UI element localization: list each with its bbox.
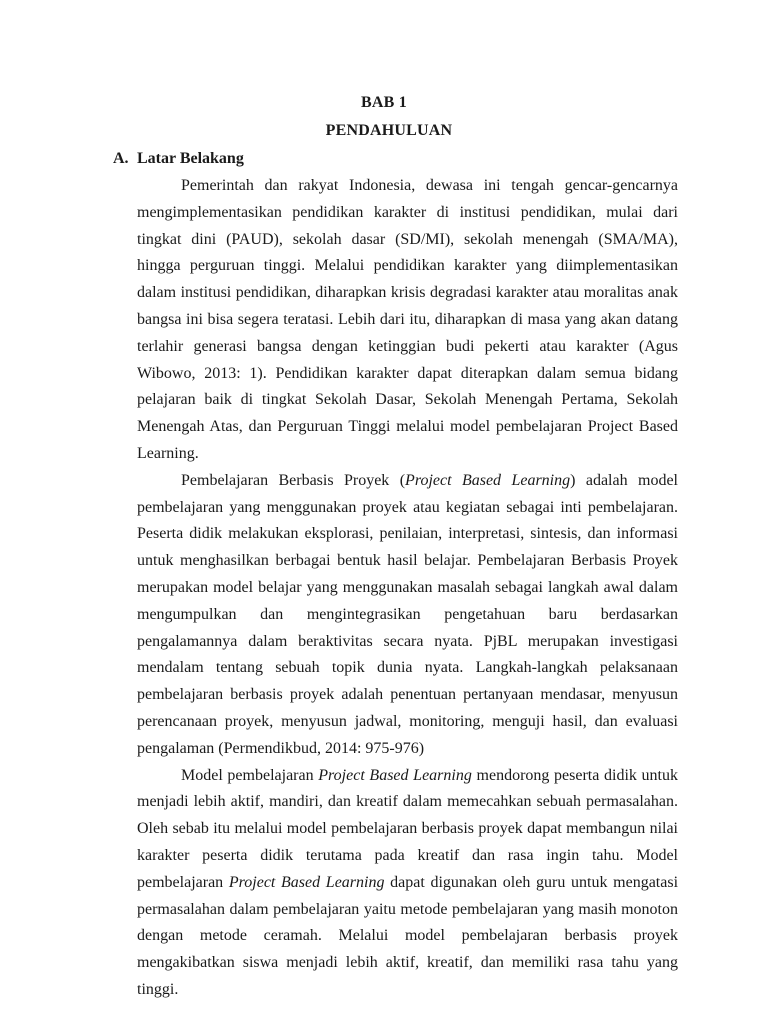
paragraph-1	[137, 173, 678, 468]
paragraph-segment: ) adalah model pembelajaran yang menggunakan proyek atau kegiatan sebagai inti pembelajaran. Peserta didik melakukan eksplorasi, penilaian, interpretasi, sintesis, dan informasi untuk menghasilkan berbagai bentuk hasil belajar. Pembelajaran Berbasis Proyek merupakan model belajar yang menggunakan masalah sebagai langkah awal dalam mengumpulkan dan mengintegrasikan pengetahuan baru berdasarkan pengalamannya dalam beraktivitas secara nyata. PjBL merupakan investigasi mendalam tentang sebuah topik dunia nyata. Langkah-langkah pelaksanaan pembelajaran berbasis proyek adalah penentuan pertanyaan mendasar, menyusun perencanaan proyek, menyusun jadwal, monitoring, menguji hasil, dan evaluasi pengalaman (Permendikbud, 2014: 975-976)	[137, 471, 678, 757]
paragraph-2	[137, 468, 678, 763]
chapter-title: PENDAHULUAN	[325, 122, 453, 139]
section-letter: A.	[113, 150, 129, 167]
body-text	[137, 173, 678, 1004]
chapter-number: BAB 1	[361, 94, 407, 111]
paragraph-3	[137, 763, 678, 1004]
italic-term: Project Based Learning	[405, 471, 571, 489]
paragraph-segment: Pembelajaran Berbasis Proyek (	[181, 471, 406, 489]
section-heading	[113, 149, 244, 169]
paragraph-segment: Pemerintah dan rakyat Indonesia, dewasa ini tengah gencar-gencarnya mengimplementasikan pendidikan karakter di institusi pendidikan, mulai dari tingkat dini (PAUD), sekolah dasar (SD/MI), sekolah menengah (SMA/MA), hingga perguruan tinggi. Melalui pendidikan karakter yang diimplementasikan dalam institusi pendidikan, diharapkan krisis degradasi karakter atau moralitas anak bangsa ini bisa segera teratasi. Lebih dari itu, diharapkan di masa yang akan datang terlahir generasi bangsa dengan ketinggian budi pekerti atau karakter (Agus Wibowo, 2013: 1). Pendidikan karakter dapat diterapkan dalam semua bidang pelajaran baik di tingkat Sekolah Dasar, Sekolah Menengah Pertama, Sekolah Menengah Atas, dan Perguruan Tinggi melalui model pembelajaran Project Based Learning.	[137, 177, 678, 462]
paragraph-segment: Model pembelajaran	[181, 766, 319, 784]
paragraph-segment: dapat digunakan oleh guru untuk mengatasi permasalahan dalam pembelajaran yaitu metode pembelajaran yang masih monoton dengan metode ceramah. Melalui model pembelajaran berbasis proyek mengakibatkan siswa menjadi lebih aktif, kreatif, dan memiliki rasa tahu yang tinggi.	[137, 873, 679, 998]
italic-term: Project Based Learning	[318, 766, 472, 784]
italic-term: Project Based Learning	[228, 873, 385, 891]
paragraph-segment: mendorong peserta didik untuk menjadi lebih aktif, mandiri, dan kreatif dalam memecahkan sebuah permasalahan. Oleh sebab itu melalui model pembelajaran berbasis proyek dapat membangun nilai karakter peserta didik terutama pada kreatif dan rasa ingin tahu. Model pembelajaran	[137, 766, 678, 891]
section-heading-text: Latar Belakang	[137, 150, 244, 167]
